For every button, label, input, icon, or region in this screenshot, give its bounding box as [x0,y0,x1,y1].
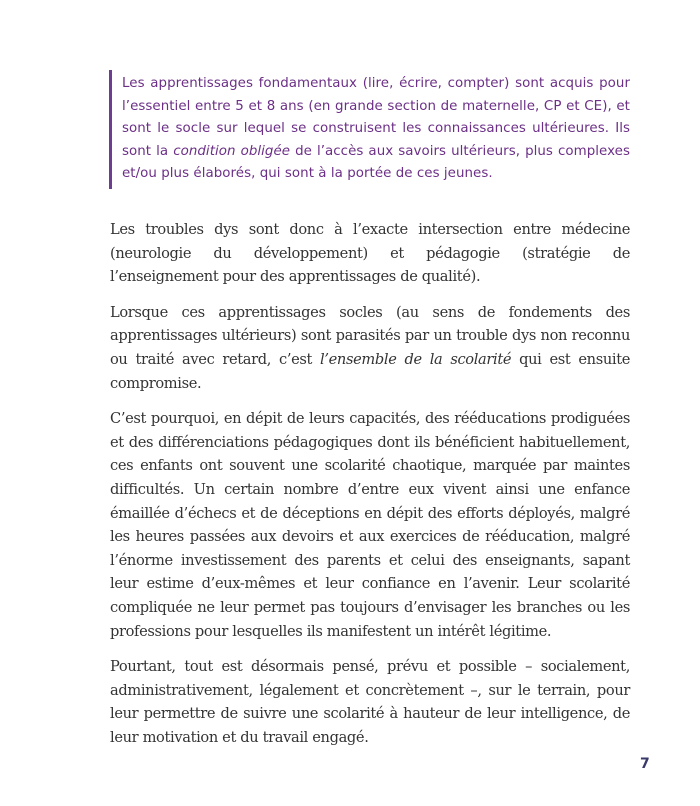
highlighted-quote [109,70,630,189]
paragraph-1: Les troubles dys sont donc à l’exacte intersection entre médecine (neurologie du développement) et pédagogie (stratégie de l’enseignement pour des apprentissages de qualité). [110,221,630,286]
quote-text-end: de l’accès aux savoirs ultérieurs, plus complexes et/ou plus élaborés, qui sont à la portée de ces jeunes. [122,143,630,181]
quote-emphasis: condition obligée [173,143,291,159]
paragraph-4: Pourtant, tout est désormais pensé, prévu et possible – socialement, administrativement, légalement et concrètement –, sur le terrain, pour leur permettre de suivre une scolarité à hauteur de leur intelligence, de leur motivation et du travail engagé. [110,658,630,746]
page-number: 7 [640,756,650,772]
paragraph-3: C’est pourquoi, en dépit de leurs capacités, des rééducations prodiguées et des différenciations pédagogiques dont ils bénéficient habituellement, ces enfants ont souvent une scolarité chaotique, marquée par maintes difficultés. Un certain nombre d’entre eux vivent ainsi une enfance émaillée d’échecs et de déceptions en dépit des efforts déployés, malgré les heures passées aux devoirs et aux exercices de rééducation, malgré l’énorme investissement des parents et celui des enseignants, sapant leur estime d’eux-mêmes et leur confiance en l’avenir. Leur scolarité compliquée ne leur permet pas toujours d’envisager les branches ou les professions pour lesquelles ils manifestent un intérêt légitime. [110,410,630,640]
paragraph-2-start: Lorsque ces apprentissages socles (au sens de fondements des apprentissages ultérieurs) sont parasités par un trouble dys non reconnu ou traité avec retard, c’est [110,303,630,368]
paragraph-2 [110,301,630,395]
quote-text-start: Les apprentissages fondamentaux (lire, écrire, compter) sont acquis pour l’essentiel entre 5 et 8 ans (en grande section de maternelle, CP et CE), et sont le socle sur lequel se construisent les connaissances ultérieures. Ils sont la [122,76,630,159]
paragraph-2-end: qui est ensuite compromise. [110,350,631,392]
body-text [110,218,630,761]
paragraph-2-emphasis: l’ensemble de la scolarité [320,350,512,368]
